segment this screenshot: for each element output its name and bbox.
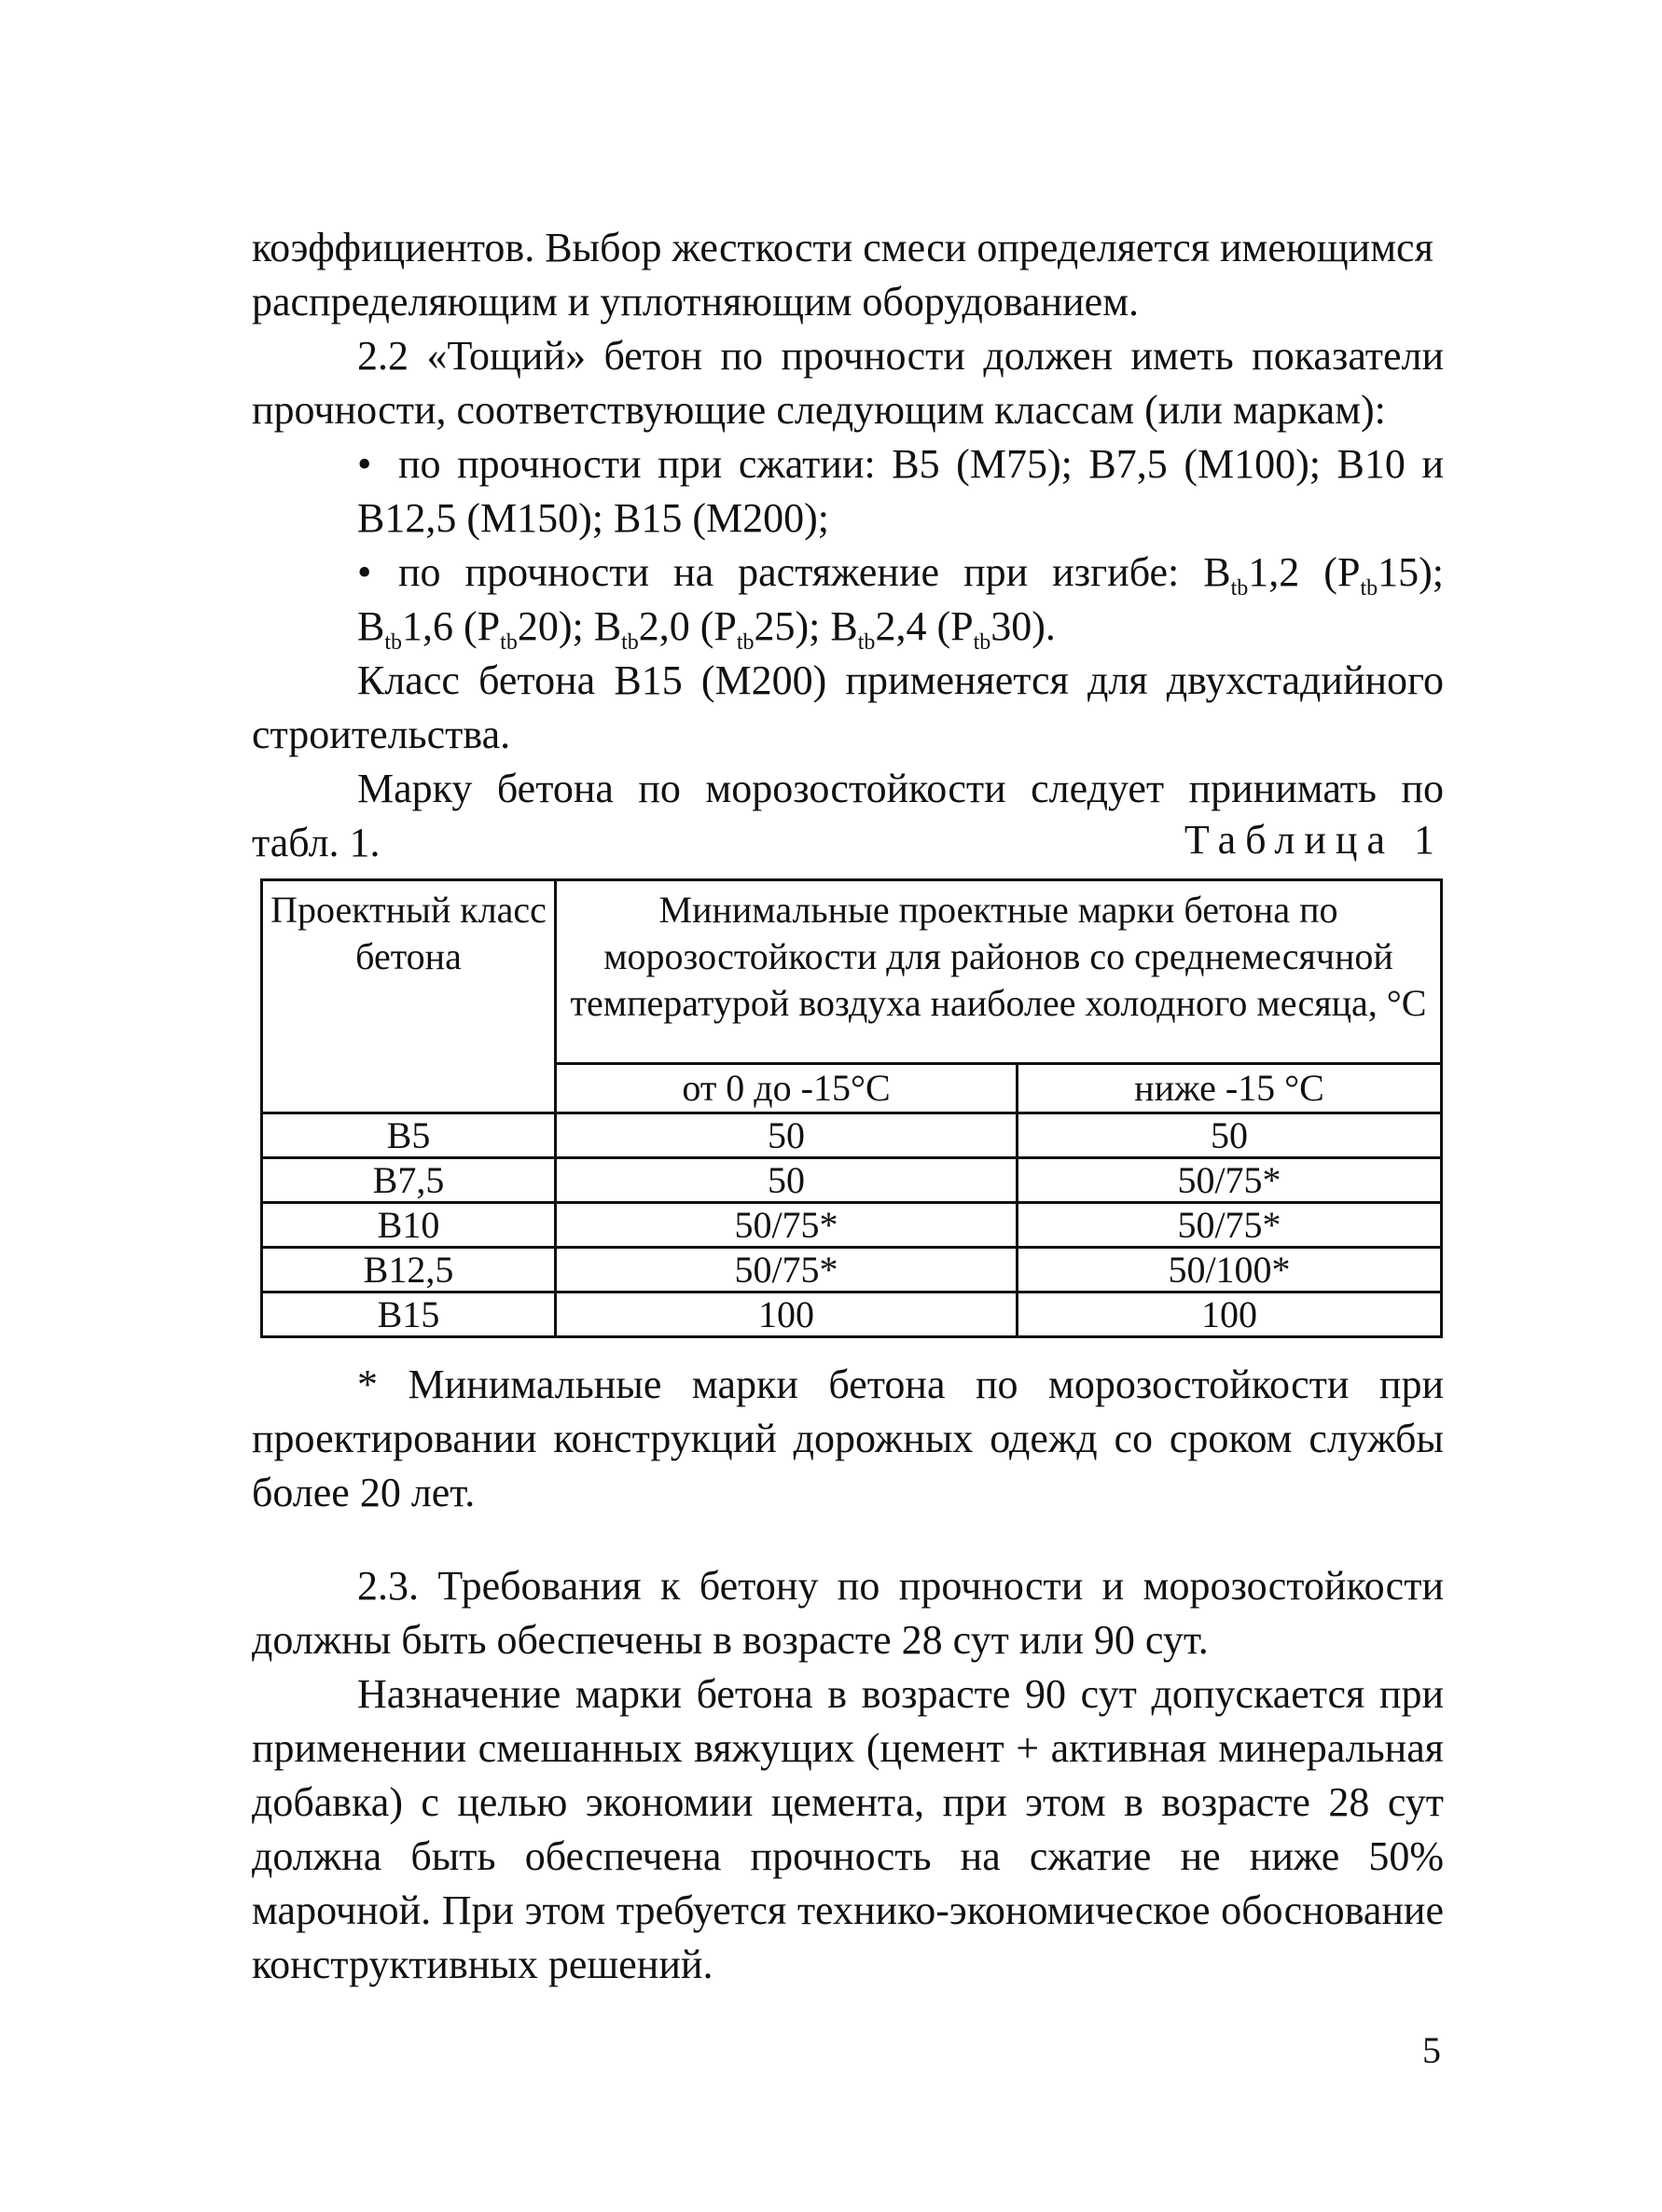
section-2-3-text: 2.3. Требования к бетону по прочности и морозостойкости должны быть обеспечены в возрасте 28 сут или 90 сут. xyxy=(252,1563,1444,1663)
tension-value: 15); В xyxy=(357,549,1444,649)
cell-range-1: 50/75* xyxy=(556,1248,1018,1293)
tension-value: 1,2 (Р xyxy=(1248,549,1361,595)
tension-value: 30). xyxy=(990,603,1056,649)
cell-range-1: 100 xyxy=(556,1293,1018,1337)
col-header-range-2: ниже -15 °С xyxy=(1018,1064,1442,1113)
section-2-3-para-2: Назначение марки бетона в возрасте 90 сут допускается при применении смешанных вяжущих (цемент + активная минеральная добавка) с целью экономии цемента, при этом в возрасте 28 сут должна быть обеспечена прочность на сжатие не ниже 50% марочной. При этом требуется технико-экономическое обоснование конструктивных решений. xyxy=(252,1671,1444,1987)
section-2-2-text: 2.2 «Тощий» бетон по прочности должен иметь показатели прочности, соответствующие следующим классам (или маркам): xyxy=(252,333,1444,433)
subscript: tb xyxy=(1360,576,1378,601)
cell-range-2: 100 xyxy=(1018,1293,1442,1337)
tension-value: 2,4 (Р xyxy=(875,603,974,649)
cell-range-2: 50/100* xyxy=(1018,1248,1442,1293)
subscript: tb xyxy=(500,630,518,655)
tension-value: 2,0 (Р xyxy=(638,603,737,649)
class-b15-text: Класс бетона В15 (М200) применяется для двухстадийного строительства. xyxy=(252,657,1444,757)
subscript: tb xyxy=(1230,576,1249,601)
subscript: tb xyxy=(621,630,639,655)
cell-range-2: 50 xyxy=(1018,1113,1442,1158)
tension-value: 20); В xyxy=(517,603,622,649)
body-text-bottom xyxy=(252,1559,1444,1992)
cell-range-1: 50/75* xyxy=(556,1203,1018,1248)
cell-class: В12,5 xyxy=(262,1248,556,1293)
page-number: 5 xyxy=(1422,2029,1441,2071)
table-footnote xyxy=(252,1358,1444,1520)
table-row xyxy=(262,1248,1442,1293)
subscript: tb xyxy=(973,630,991,655)
bullet-tension-prefix: по прочности на растяжение при изгибе: В xyxy=(398,549,1231,595)
col-header-class: Проектный класс бетона xyxy=(262,880,556,1113)
bullet-icon: • xyxy=(357,549,372,595)
table-header-row xyxy=(262,880,1442,1064)
table-row xyxy=(262,1293,1442,1337)
cell-class: В7,5 xyxy=(262,1158,556,1203)
subscript: tb xyxy=(384,630,403,655)
bullet-compression xyxy=(252,437,1444,546)
tension-value: 25); В xyxy=(754,603,858,649)
cell-range-1: 50 xyxy=(556,1113,1018,1158)
bullet-compression-text: по прочности при сжатии: В5 (М75); В7,5 (М100); В10 и В12,5 (М150); В15 (М200); xyxy=(357,441,1444,541)
bullet-tension xyxy=(252,546,1444,654)
subscript: tb xyxy=(736,630,755,655)
table-row xyxy=(262,1158,1442,1203)
frost-resistance-table xyxy=(260,878,1443,1338)
table-row xyxy=(262,1203,1442,1248)
intro-line-1: коэффициентов. Выбор жесткости смеси определяется имеющимся xyxy=(252,225,1433,270)
table-row xyxy=(262,1113,1442,1158)
cell-range-2: 50/75* xyxy=(1018,1158,1442,1203)
footnote-text: * Минимальные марки бетона по морозостойкости при проектировании конструкций дорожных одежд со сроком службы более 20 лет. xyxy=(252,1362,1444,1515)
frost-reference-text: Марку бетона по морозостойкости следует принимать по табл. 1. xyxy=(252,766,1444,865)
body-text-top xyxy=(252,221,1444,870)
table-caption: Таблица 1 xyxy=(1184,817,1444,863)
cell-range-1: 50 xyxy=(556,1158,1018,1203)
cell-range-2: 50/75* xyxy=(1018,1203,1442,1248)
tension-value: 1,6 (Р xyxy=(402,603,501,649)
bullet-icon: • xyxy=(357,441,372,487)
cell-class: В15 xyxy=(262,1293,556,1337)
col-header-group: Минимальные проектные марки бетона по морозостойкости для районов со среднемесячной температурой воздуха наиболее холодного месяца, °С xyxy=(556,880,1442,1064)
intro-line-2: распределяющим и уплотняющим оборудованием. xyxy=(252,279,1140,325)
col-header-range-1: от 0 до -15°С xyxy=(556,1064,1018,1113)
cell-class: В10 xyxy=(262,1203,556,1248)
subscript: tb xyxy=(857,630,876,655)
cell-class: В5 xyxy=(262,1113,556,1158)
